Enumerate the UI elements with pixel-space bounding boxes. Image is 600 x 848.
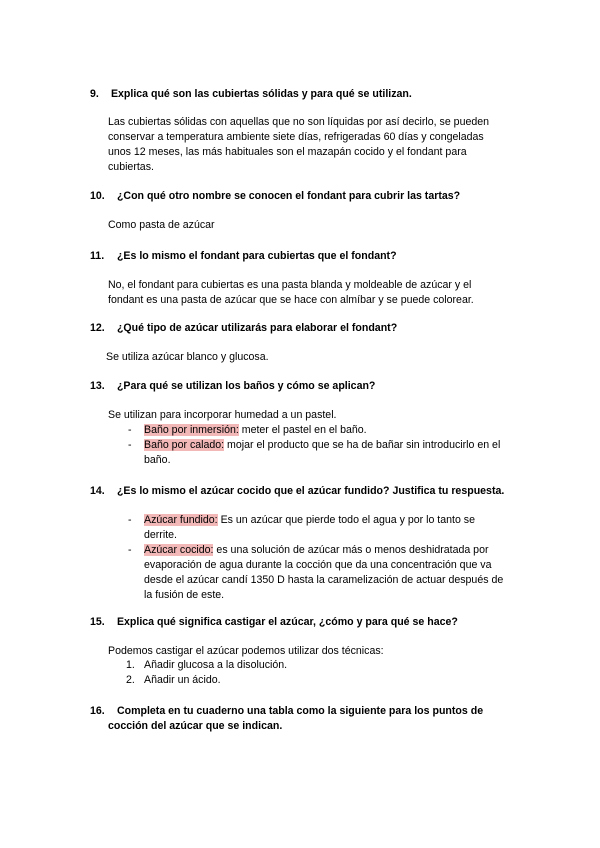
question-text: Completa en tu cuaderno una tabla como la siguiente para los puntos de	[116, 705, 484, 717]
highlighted-term: Azúcar cocido:	[144, 544, 214, 556]
item-description: mojar el producto que se ha de bañar sin introducirlo en el	[224, 439, 501, 451]
question-number: 15.	[90, 616, 105, 628]
bullet-dash: -	[128, 424, 132, 436]
question-number: 13.	[90, 380, 105, 392]
answer-line: Como pasta de azúcar	[108, 219, 215, 231]
question-16	[90, 704, 483, 718]
item-description: es una solución de azúcar más o menos deshidratada por	[213, 544, 489, 556]
question-number: 10.	[90, 190, 105, 202]
answer-line: Se utilizan para incorporar humedad a un pastel.	[108, 409, 337, 421]
question-number: 12.	[90, 322, 105, 334]
item-text: Añadir un ácido.	[144, 674, 221, 686]
question-number: 14.	[90, 485, 105, 497]
answer-line: Se utiliza azúcar blanco y glucosa.	[106, 351, 269, 363]
answer-line: conservar a temperatura ambiente siete días, refrigeradas 60 días y congeladas	[108, 131, 484, 143]
bullet-dash: -	[128, 439, 132, 451]
question-11	[90, 249, 397, 263]
item-description: la fusión de este.	[144, 589, 225, 601]
item-number: 1.	[126, 659, 135, 671]
answer-line: Podemos castigar el azúcar podemos utilizar dos técnicas:	[108, 645, 384, 657]
question-text: ¿Para qué se utilizan los baños y cómo se aplican?	[116, 380, 376, 392]
question-15	[90, 615, 458, 629]
answer-line: fondant es una pasta de azúcar que se hace con almíbar y se puede colorear.	[108, 294, 474, 306]
highlighted-term: Baño por inmersión:	[144, 424, 239, 436]
question-13	[90, 379, 375, 393]
question-14	[90, 484, 504, 498]
question-number: 11.	[90, 250, 105, 262]
item-description: Es un azúcar que pierde todo el agua y por lo tanto se	[217, 514, 475, 526]
question-text: ¿Con qué otro nombre se conocen el fondant para cubrir las tartas?	[116, 190, 461, 202]
question-12	[90, 321, 397, 335]
question-number: 16.	[90, 705, 105, 717]
bullet-dash: -	[128, 544, 132, 556]
item-description: derrite.	[144, 529, 177, 541]
answer-line: Las cubiertas sólidas con aquellas que no son líquidas por así decirlo, se pueden	[108, 116, 490, 128]
question-text: ¿Qué tipo de azúcar utilizarás para elaborar el fondant?	[116, 322, 398, 334]
answer-line: No, el fondant para cubiertas es una pasta blanda y moldeable de azúcar y el	[108, 279, 472, 291]
highlighted-term: Baño por calado:	[144, 439, 225, 451]
question-number: 9.	[90, 88, 99, 100]
item-description: meter el pastel en el baño.	[238, 424, 367, 436]
question-text: ¿Es lo mismo el azúcar cocido que el azúcar fundido? Justifica tu respuesta.	[116, 485, 505, 497]
answer-line: unos 12 meses, las más habituales son el mazapán cocido y el fondant para	[108, 146, 467, 158]
item-text: Añadir glucosa a la disolución.	[144, 659, 288, 671]
item-number: 2.	[126, 674, 135, 686]
highlighted-term: Azúcar fundido:	[144, 514, 218, 526]
answer-line: cubiertas.	[108, 161, 154, 173]
question-text: ¿Es lo mismo el fondant para cubiertas que el fondant?	[116, 250, 397, 262]
item-description: evaporación de agua durante la cocción que da una concentración que va	[144, 559, 492, 571]
question-text: Explica qué son las cubiertas sólidas y para qué se utilizan.	[110, 88, 412, 100]
item-description: baño.	[144, 454, 171, 466]
question-text: cocción del azúcar que se indican.	[108, 720, 283, 732]
question-16-continuation	[108, 719, 282, 733]
bullet-dash: -	[128, 514, 132, 526]
question-10	[90, 189, 460, 203]
question-text: Explica qué significa castigar el azúcar, ¿cómo y para qué se hace?	[116, 616, 458, 628]
question-9	[90, 87, 412, 101]
item-description: desde el azúcar candí 1350 D hasta la caramelización de actuar después de	[144, 574, 504, 586]
